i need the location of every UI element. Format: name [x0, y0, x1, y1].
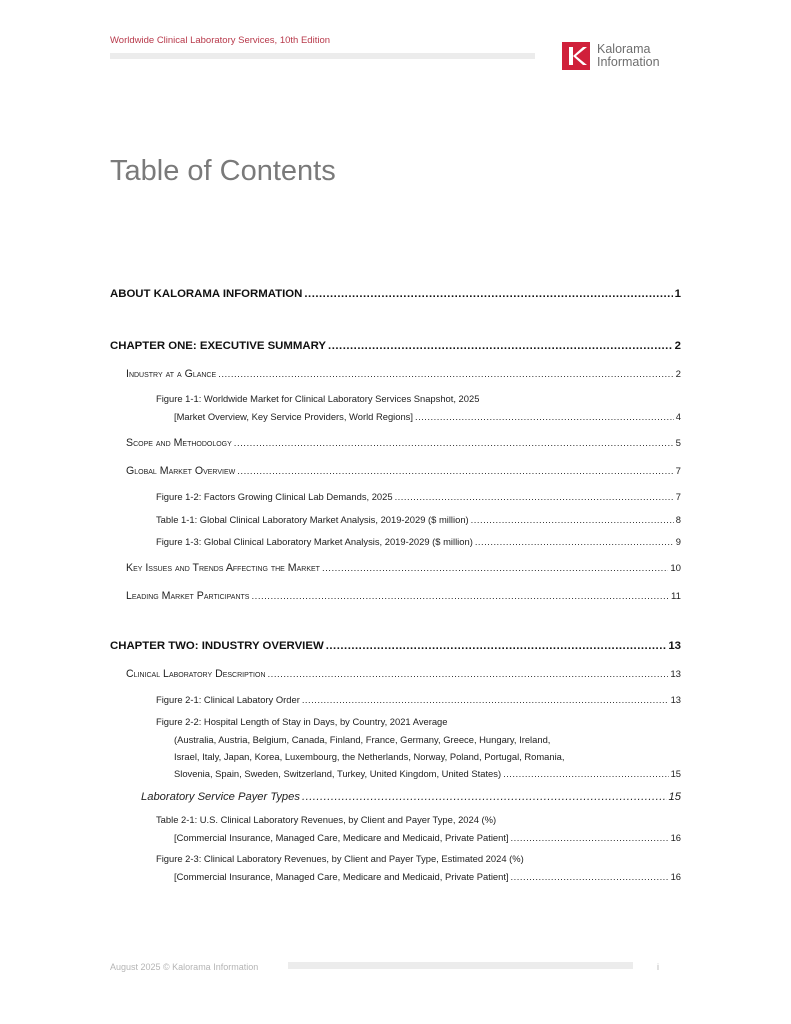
toc-entry-chapter-one[interactable]: CHAPTER ONE: EXECUTIVE SUMMARY ..... 2 [110, 340, 681, 352]
footer-bar [288, 962, 633, 969]
toc-entry-table-2-1[interactable]: [Commercial Insurance, Managed Care, Medicare and Medicaid, Private Patient] ..... 16 [174, 832, 681, 843]
page-title: Table of Contents [110, 155, 336, 187]
kalorama-logo [562, 42, 660, 70]
toc-entry-clinical-lab-description[interactable]: Clinical Laboratory Description ..... 13 [126, 668, 681, 680]
toc-entry-leading-participants[interactable]: Leading Market Participants ..... 11 [126, 590, 681, 602]
toc-entry-figure-2-2-line1[interactable]: Figure 2-2: Hospital Length of Stay in Days, by Country, 2021 Average [156, 716, 448, 727]
toc-entry-industry-at-a-glance[interactable]: Industry at a Glance ..... 2 [126, 368, 681, 380]
toc-entry-payer-types[interactable]: Laboratory Service Payer Types ..... 15 [141, 791, 681, 803]
toc-entry-figure-1-2[interactable]: Figure 1-2: Factors Growing Clinical Lab Demands, 2025 ..... 7 [156, 491, 681, 502]
toc-entry-table-2-1-line1[interactable]: Table 2-1: U.S. Clinical Laboratory Revenues, by Client and Payer Type, 2024 (%) [156, 814, 497, 825]
toc-entry-figure-2-3[interactable]: [Commercial Insurance, Managed Care, Medicare and Medicaid, Private Patient] ..... 16 [174, 871, 681, 882]
toc-entry-figure-1-3[interactable]: Figure 1-3: Global Clinical Laboratory Market Analysis, 2019-2029 ($ million) ..... 9 [156, 536, 681, 547]
logo-line2: Information [597, 55, 660, 69]
footer-page-number: i [657, 962, 659, 972]
footer-copyright: August 2025 © Kalorama Information [110, 962, 259, 972]
kalorama-logo-icon [562, 42, 590, 70]
running-header-title: Worldwide Clinical Laboratory Services, 10th Edition [110, 35, 331, 46]
toc-entry-figure-2-2-line2: (Australia, Austria, Belgium, Canada, Finland, France, Germany, Greece, Hungary, Ireland, [174, 734, 551, 745]
toc-entry-scope-methodology[interactable]: Scope and Methodology ..... 5 [126, 437, 681, 449]
toc-entry-figure-1-1-line1[interactable]: Figure 1-1: Worldwide Market for Clinical Laboratory Services Snapshot, 2025 [156, 393, 480, 404]
toc-entry-table-1-1[interactable]: Table 1-1: Global Clinical Laboratory Market Analysis, 2019-2029 ($ million) ..... 8 [156, 514, 681, 525]
header-bar [110, 53, 535, 59]
toc-entry-figure-2-1[interactable]: Figure 2-1: Clinical Labatory Order ..... 13 [156, 694, 681, 705]
toc-entry-figure-2-2-line3: Israel, Italy, Japan, Korea, Luxembourg, the Netherlands, Norway, Poland, Portugal, Romania, [174, 751, 565, 762]
toc-entry-about[interactable]: ABOUT KALORAMA INFORMATION ..... 1 [110, 288, 681, 300]
toc-entry-figure-1-1[interactable]: [Market Overview, Key Service Providers, World Regions] ..... 4 [174, 411, 681, 422]
toc-entry-figure-2-3-line1[interactable]: Figure 2-3: Clinical Laboratory Revenues, by Client and Payer Type, Estimated 2024 (%) [156, 853, 524, 864]
toc-entry-global-market-overview[interactable]: Global Market Overview ..... 7 [126, 465, 681, 477]
toc-entry-key-issues[interactable]: Key Issues and Trends Affecting the Market ..... 10 [126, 562, 681, 574]
toc-entry-chapter-two[interactable]: CHAPTER TWO: INDUSTRY OVERVIEW ..... 13 [110, 640, 681, 652]
toc-entry-figure-2-2[interactable]: Slovenia, Spain, Sweden, Switzerland, Turkey, United Kingdom, United States) ..... 15 [174, 768, 681, 779]
logo-line1: Kalorama [597, 42, 651, 56]
